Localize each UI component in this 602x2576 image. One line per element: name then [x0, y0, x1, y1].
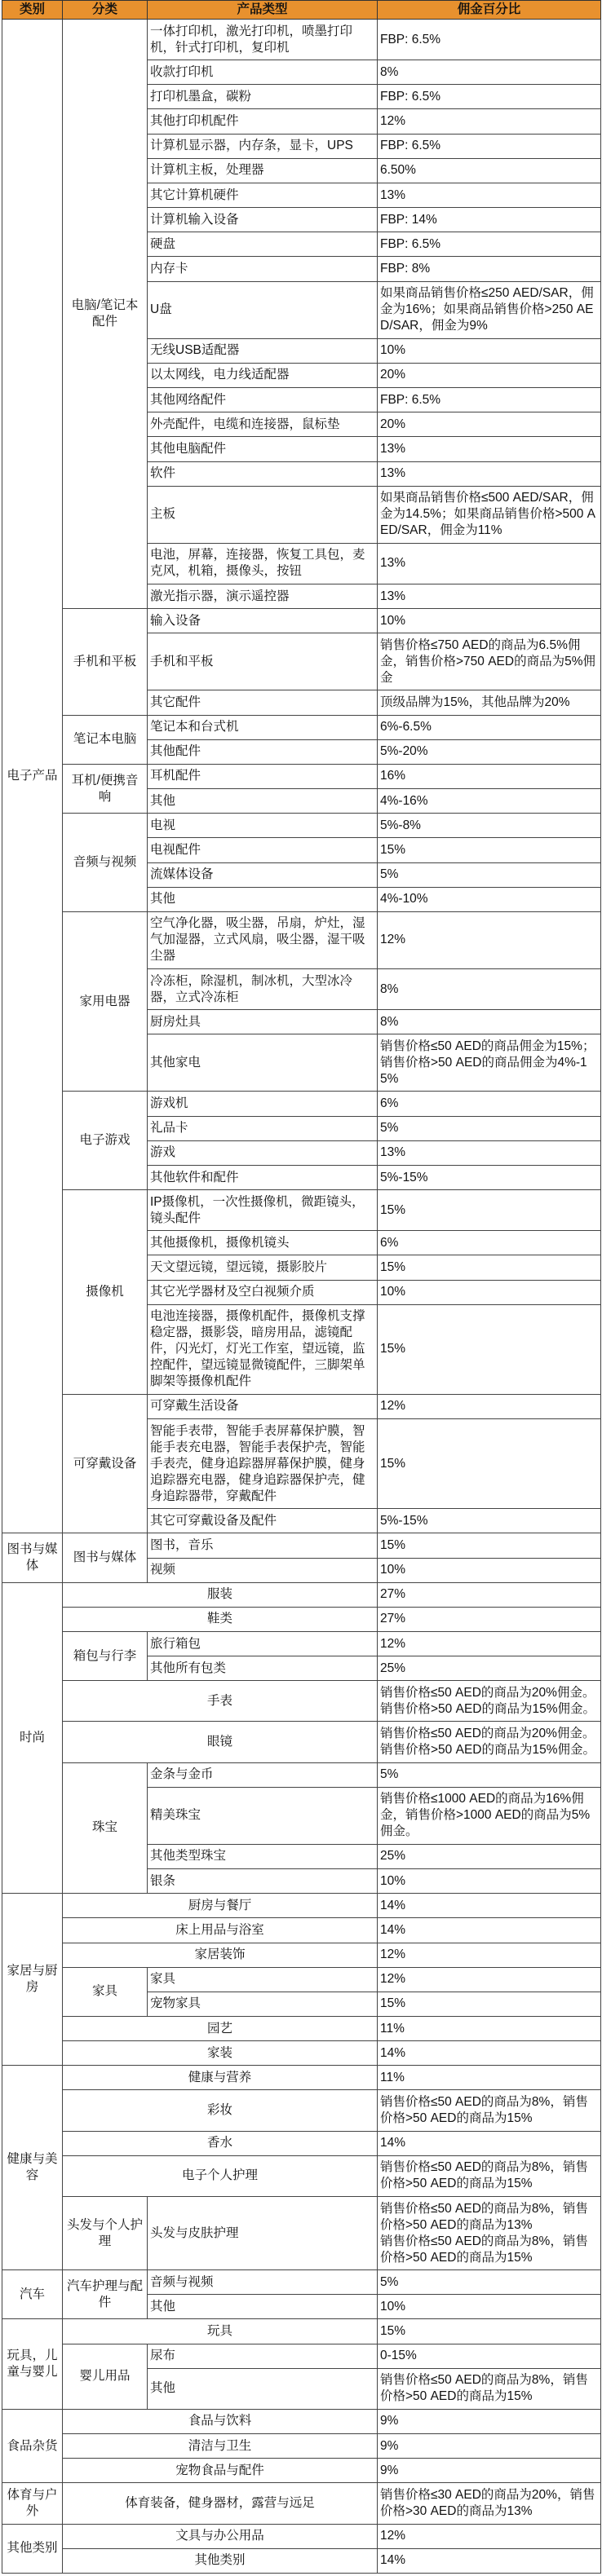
product-type-cell: 图书，音乐 — [148, 1533, 378, 1558]
product-type-cell: 银条 — [148, 1869, 378, 1894]
subcategory-cell: 鞋类 — [63, 1607, 378, 1631]
table-row — [2, 2483, 601, 2524]
category-cell: 电子产品 — [2, 20, 63, 1533]
commission-cell: 销售价格≤50 AED的商品为8%，销售价格>50 AED的商品为13% 销售价格≤50 AED的商品为8%，销售价格>50 AED的商品为15% — [378, 2196, 601, 2269]
commission-cell: 8% — [378, 969, 601, 1010]
table-row — [2, 2409, 601, 2433]
commission-cell: 15% — [378, 1419, 601, 1509]
product-type-cell: 其它光学器材及空白视频介质 — [148, 1280, 378, 1304]
product-type-cell: 激光指示器，演示遥控器 — [148, 584, 378, 608]
subcategory-cell: 电子游戏 — [63, 1092, 148, 1190]
table-body — [2, 20, 601, 2574]
commission-cell: 如果商品销售价格≤250 AED/SAR，佣金为16%；如果商品销售价格>250 AED/SAR，佣金为9% — [378, 281, 601, 338]
commission-cell: 销售价格≤50 AED的商品为20%佣金。销售价格>50 AED的商品为15%佣金。 — [378, 1681, 601, 1722]
table-row — [2, 1762, 601, 1787]
product-type-cell: 输入设备 — [148, 609, 378, 633]
subcategory-cell: 手机和平板 — [63, 609, 148, 715]
product-type-cell: 家具 — [148, 1967, 378, 1992]
product-type-cell: 其它配件 — [148, 690, 378, 715]
commission-cell: 15% — [378, 2319, 601, 2344]
product-type-cell: 天文望远镜，望远镜，摄影胶片 — [148, 1255, 378, 1280]
product-type-cell: 电池连接器，摄像机配件，摄像机支撑稳定器，摄影袋，暗房用品，滤镜配件，闪光灯，灯光工作室，望远镜，监控配件，望远镜显微镜配件，三脚架单脚架等摄像机配件 — [148, 1304, 378, 1394]
product-type-cell: 其他配件 — [148, 739, 378, 764]
table-row — [2, 609, 601, 633]
commission-cell: 销售价格≤50 AED的商品为20%佣金。销售价格>50 AED的商品为15%佣金。 — [378, 1722, 601, 1762]
product-type-cell: 软件 — [148, 461, 378, 486]
table-row — [2, 1967, 601, 1992]
commission-cell: 6%-6.5% — [378, 715, 601, 739]
header-subcategory: 分类 — [63, 1, 148, 20]
commission-cell: 9% — [378, 2459, 601, 2483]
table-row — [2, 2459, 601, 2483]
subcategory-cell: 箱包与行李 — [63, 1631, 148, 1680]
subcategory-cell: 香水 — [63, 2131, 378, 2155]
commission-cell: 8% — [378, 1010, 601, 1034]
subcategory-cell: 电子个人护理 — [63, 2155, 378, 2196]
commission-cell: 12% — [378, 109, 601, 134]
table-row — [2, 2017, 601, 2041]
subcategory-cell: 头发与个人护理 — [63, 2196, 148, 2269]
product-type-cell: 外壳配件，电缆和连接器，鼠标垫 — [148, 412, 378, 437]
table-row — [2, 2131, 601, 2155]
commission-cell: 20% — [378, 412, 601, 437]
commission-cell: 销售价格≤50 AED的商品佣金为15%；销售价格>50 AED的商品佣金为4%-15% — [378, 1034, 601, 1092]
table-header — [2, 1, 601, 20]
product-type-cell: 内存卡 — [148, 257, 378, 281]
product-type-cell: 智能手表带，智能手表屏幕保护膜，智能手表充电器，智能手表保护壳，智能手表壳，健身追踪器屏幕保护膜，健身追踪器充电器，健身追踪器保护壳，健身追踪器带，穿戴配件 — [148, 1419, 378, 1509]
category-cell: 时尚 — [2, 1582, 63, 1894]
product-type-cell: 计算机输入设备 — [148, 208, 378, 232]
subcategory-cell: 床上用品与浴室 — [63, 1918, 378, 1943]
product-type-cell: 手机和平板 — [148, 633, 378, 690]
table-row — [2, 1533, 601, 1558]
commission-cell: 25% — [378, 1844, 601, 1868]
subcategory-cell: 摄像机 — [63, 1190, 148, 1395]
product-type-cell: 其他 — [148, 789, 378, 814]
commission-cell: 顶级品牌为15%，其他品牌为20% — [378, 690, 601, 715]
category-cell: 体育与户外 — [2, 2483, 63, 2524]
product-type-cell: 其它计算机硬件 — [148, 183, 378, 207]
subcategory-cell: 其他类别 — [63, 2548, 378, 2573]
subcategory-cell: 健康与营养 — [63, 2066, 378, 2090]
commission-cell: 5%-8% — [378, 814, 601, 838]
subcategory-cell: 宠物食品与配件 — [63, 2459, 378, 2483]
table-row — [2, 2524, 601, 2548]
subcategory-cell: 眼镜 — [63, 1722, 378, 1762]
table-row — [2, 1582, 601, 1607]
subcategory-cell: 厨房与餐厅 — [63, 1894, 378, 1918]
commission-cell: 销售价格≤1000 AED的商品为16%佣金，销售价格>1000 AED的商品为5%佣金。 — [378, 1787, 601, 1844]
subcategory-cell: 汽车护理与配件 — [63, 2270, 148, 2319]
subcategory-cell: 可穿戴设备 — [63, 1394, 148, 1533]
table-row — [2, 2344, 601, 2368]
product-type-cell: 耳机配件 — [148, 764, 378, 788]
product-type-cell: 其他打印机配件 — [148, 109, 378, 134]
table-row — [2, 2319, 601, 2344]
subcategory-cell: 婴儿用品 — [63, 2344, 148, 2409]
product-type-cell: 一体打印机，激光打印机，喷墨打印机，针式打印机，复印机 — [148, 20, 378, 60]
table-row — [2, 1092, 601, 1116]
header-product-type: 产品类型 — [148, 1, 378, 20]
commission-cell: 25% — [378, 1656, 601, 1681]
commission-cell: 15% — [378, 1255, 601, 1280]
product-type-cell: 礼品卡 — [148, 1116, 378, 1140]
product-type-cell: U盘 — [148, 281, 378, 338]
commission-cell: 11% — [378, 2066, 601, 2090]
product-type-cell: 其他 — [148, 2368, 378, 2409]
commission-cell: 12% — [378, 911, 601, 968]
product-type-cell: 头发与皮肤护理 — [148, 2196, 378, 2269]
product-type-cell: 游戏 — [148, 1140, 378, 1165]
product-type-cell: 其他 — [148, 2295, 378, 2319]
commission-cell: 14% — [378, 1918, 601, 1943]
commission-cell: 销售价格≤50 AED的商品为8%，销售价格>50 AED的商品为15% — [378, 2090, 601, 2131]
commission-cell: FBP: 6.5% — [378, 134, 601, 158]
category-cell: 食品杂货 — [2, 2409, 63, 2482]
product-type-cell: 无线USB适配器 — [148, 338, 378, 363]
table-row — [2, 1607, 601, 1631]
commission-cell: 10% — [378, 1558, 601, 1582]
subcategory-cell: 图书与媒体 — [63, 1533, 148, 1582]
commission-cell: 10% — [378, 2295, 601, 2319]
category-cell: 健康与美容 — [2, 2066, 63, 2270]
commission-cell: 10% — [378, 338, 601, 363]
product-type-cell: 电池，屏幕，连接器，恢复工具包，麦克风，机箱，摄像头，按钮 — [148, 543, 378, 584]
product-type-cell: 精美珠宝 — [148, 1787, 378, 1844]
table-row — [2, 20, 601, 60]
commission-cell: 15% — [378, 1992, 601, 2016]
commission-cell: 15% — [378, 1533, 601, 1558]
commission-cell: 12% — [378, 1394, 601, 1418]
commission-cell: 15% — [378, 1190, 601, 1231]
table-row — [2, 764, 601, 788]
table-row — [2, 1943, 601, 1967]
commission-cell: 5%-15% — [378, 1509, 601, 1533]
subcategory-cell: 家装 — [63, 2041, 378, 2066]
commission-cell: 5% — [378, 1762, 601, 1787]
commission-cell: 9% — [378, 2409, 601, 2433]
table-row — [2, 1631, 601, 1656]
category-cell: 家居与厨房 — [2, 1894, 63, 2066]
subcategory-cell: 文具与办公用品 — [63, 2524, 378, 2548]
table-row — [2, 2270, 601, 2295]
commission-cell: FBP: 14% — [378, 208, 601, 232]
subcategory-cell: 手表 — [63, 1681, 378, 1722]
subcategory-cell: 彩妆 — [63, 2090, 378, 2131]
commission-cell: 10% — [378, 1280, 601, 1304]
table-row — [2, 814, 601, 838]
table-row — [2, 2041, 601, 2066]
commission-cell: 销售价格≤30 AED的商品为20%，销售价格>30 AED的商品为13% — [378, 2483, 601, 2524]
commission-cell: 如果商品销售价格≤500 AED/SAR，佣金为14.5%；如果商品销售价格>500 AED/SAR，佣金为11% — [378, 486, 601, 543]
table-row — [2, 911, 601, 968]
commission-cell: 13% — [378, 183, 601, 207]
product-type-cell: 打印机墨盒，碳粉 — [148, 85, 378, 109]
commission-cell: 5%-20% — [378, 739, 601, 764]
commission-cell: 11% — [378, 2017, 601, 2041]
subcategory-cell: 耳机/便携音响 — [63, 764, 148, 813]
commission-cell: 销售价格≤50 AED的商品为8%，销售价格>50 AED的商品为15% — [378, 2368, 601, 2409]
table-row — [2, 2155, 601, 2196]
product-type-cell: 流媒体设备 — [148, 862, 378, 887]
product-type-cell: 金条与金币 — [148, 1762, 378, 1787]
product-type-cell: 以太网线，电力线适配器 — [148, 363, 378, 387]
commission-cell: 12% — [378, 1631, 601, 1656]
subcategory-cell: 音频与视频 — [63, 814, 148, 912]
product-type-cell: 旅行箱包 — [148, 1631, 378, 1656]
product-type-cell: 其他摄像机，摄像机镜头 — [148, 1231, 378, 1255]
commission-cell: 8% — [378, 60, 601, 85]
product-type-cell: 主板 — [148, 486, 378, 543]
subcategory-cell: 体育装备，健身器材，露营与远足 — [63, 2483, 378, 2524]
subcategory-cell: 电脑/笔记本配件 — [63, 20, 148, 609]
commission-cell: 14% — [378, 2041, 601, 2066]
commission-cell: 13% — [378, 543, 601, 584]
commission-cell: 16% — [378, 764, 601, 788]
commission-cell: 9% — [378, 2434, 601, 2459]
commission-cell: 12% — [378, 1967, 601, 1992]
commission-cell: 20% — [378, 363, 601, 387]
product-type-cell: 视频 — [148, 1558, 378, 1582]
category-cell: 其他类别 — [2, 2524, 63, 2573]
subcategory-cell: 园艺 — [63, 2017, 378, 2041]
commission-cell: 13% — [378, 437, 601, 461]
product-type-cell: 空气净化器，吸尘器，吊扇，炉灶，湿气加湿器，立式风扇，吸尘器，湿干吸尘器 — [148, 911, 378, 968]
commission-cell: 12% — [378, 2524, 601, 2548]
commission-cell: 27% — [378, 1582, 601, 1607]
table-row — [2, 2066, 601, 2090]
product-type-cell: 计算机显示器，内存条，显卡，UPS — [148, 134, 378, 158]
commission-cell: 4%-16% — [378, 789, 601, 814]
product-type-cell: 其他类型珠宝 — [148, 1844, 378, 1868]
table-row — [2, 2090, 601, 2131]
commission-cell: 27% — [378, 1607, 601, 1631]
header-commission: 佣金百分比 — [378, 1, 601, 20]
product-type-cell: 电视配件 — [148, 838, 378, 862]
header-category: 类别 — [2, 1, 63, 20]
table-row — [2, 2196, 601, 2269]
commission-cell: 13% — [378, 584, 601, 608]
subcategory-cell: 笔记本电脑 — [63, 715, 148, 764]
table-row — [2, 1722, 601, 1762]
category-cell: 图书与媒体 — [2, 1533, 63, 1582]
product-type-cell: 其他所有包类 — [148, 1656, 378, 1681]
product-type-cell: 笔记本和台式机 — [148, 715, 378, 739]
commission-cell: 10% — [378, 1869, 601, 1894]
product-type-cell: 宠物家具 — [148, 1992, 378, 2016]
product-type-cell: 其他 — [148, 887, 378, 911]
product-type-cell: 计算机主板，处理器 — [148, 158, 378, 183]
product-type-cell: 收款打印机 — [148, 60, 378, 85]
product-type-cell: 其他网络配件 — [148, 388, 378, 412]
table-row — [2, 2434, 601, 2459]
subcategory-cell: 珠宝 — [63, 1762, 148, 1894]
commission-table — [2, 0, 601, 2574]
commission-cell: FBP: 8% — [378, 257, 601, 281]
product-type-cell: 电视 — [148, 814, 378, 838]
commission-cell: 6% — [378, 1092, 601, 1116]
commission-cell: 6% — [378, 1231, 601, 1255]
product-type-cell: 游戏机 — [148, 1092, 378, 1116]
product-type-cell: IP摄像机，一次性摄像机，微距镜头，镜头配件 — [148, 1190, 378, 1231]
product-type-cell: 其它可穿戴设备及配件 — [148, 1509, 378, 1533]
table-row — [2, 1190, 601, 1231]
commission-cell: FBP: 6.5% — [378, 232, 601, 257]
commission-cell: 15% — [378, 838, 601, 862]
table-row — [2, 1681, 601, 1722]
product-type-cell: 冷冻柜，除湿机，制冰机，大型冰冷器，立式冷冻柜 — [148, 969, 378, 1010]
table-row — [2, 1918, 601, 1943]
commission-cell: 13% — [378, 1140, 601, 1165]
commission-cell: 5%-15% — [378, 1165, 601, 1189]
table-row — [2, 2548, 601, 2573]
commission-cell: 14% — [378, 2131, 601, 2155]
table-row — [2, 1394, 601, 1418]
commission-cell: 14% — [378, 2548, 601, 2573]
commission-cell: 4%-10% — [378, 887, 601, 911]
commission-cell: 15% — [378, 1304, 601, 1394]
subcategory-cell: 家具 — [63, 1967, 148, 2016]
subcategory-cell: 食品与饮料 — [63, 2409, 378, 2433]
category-cell: 汽车 — [2, 2270, 63, 2319]
subcategory-cell: 家居装饰 — [63, 1943, 378, 1967]
product-type-cell: 可穿戴生活设备 — [148, 1394, 378, 1418]
product-type-cell: 其他家电 — [148, 1034, 378, 1092]
product-type-cell: 音频与视频 — [148, 2270, 378, 2295]
commission-cell: FBP: 6.5% — [378, 388, 601, 412]
commission-cell: 12% — [378, 1943, 601, 1967]
commission-cell: 6.50% — [378, 158, 601, 183]
header-row — [2, 1, 601, 20]
commission-cell: 5% — [378, 862, 601, 887]
product-type-cell: 尿布 — [148, 2344, 378, 2368]
commission-cell: 10% — [378, 609, 601, 633]
commission-cell: 5% — [378, 1116, 601, 1140]
category-cell: 玩具，儿童与婴儿 — [2, 2319, 63, 2409]
subcategory-cell: 清洁与卫生 — [63, 2434, 378, 2459]
product-type-cell: 其他电脑配件 — [148, 437, 378, 461]
commission-cell: 5% — [378, 2270, 601, 2295]
commission-cell: 销售价格≤750 AED的商品为6.5%佣金，销售价格>750 AED的商品为5%佣金 — [378, 633, 601, 690]
commission-cell: FBP: 6.5% — [378, 20, 601, 60]
commission-cell: 0-15% — [378, 2344, 601, 2368]
table-row — [2, 1894, 601, 1918]
product-type-cell: 硬盘 — [148, 232, 378, 257]
commission-cell: 13% — [378, 461, 601, 486]
commission-cell: 14% — [378, 1894, 601, 1918]
commission-cell: FBP: 6.5% — [378, 85, 601, 109]
subcategory-cell: 家用电器 — [63, 911, 148, 1092]
table-row — [2, 715, 601, 739]
subcategory-cell: 服装 — [63, 1582, 378, 1607]
commission-cell: 销售价格≤50 AED的商品为8%，销售价格>50 AED的商品为15% — [378, 2155, 601, 2196]
subcategory-cell: 玩具 — [63, 2319, 378, 2344]
product-type-cell: 厨房灶具 — [148, 1010, 378, 1034]
product-type-cell: 其他软件和配件 — [148, 1165, 378, 1189]
